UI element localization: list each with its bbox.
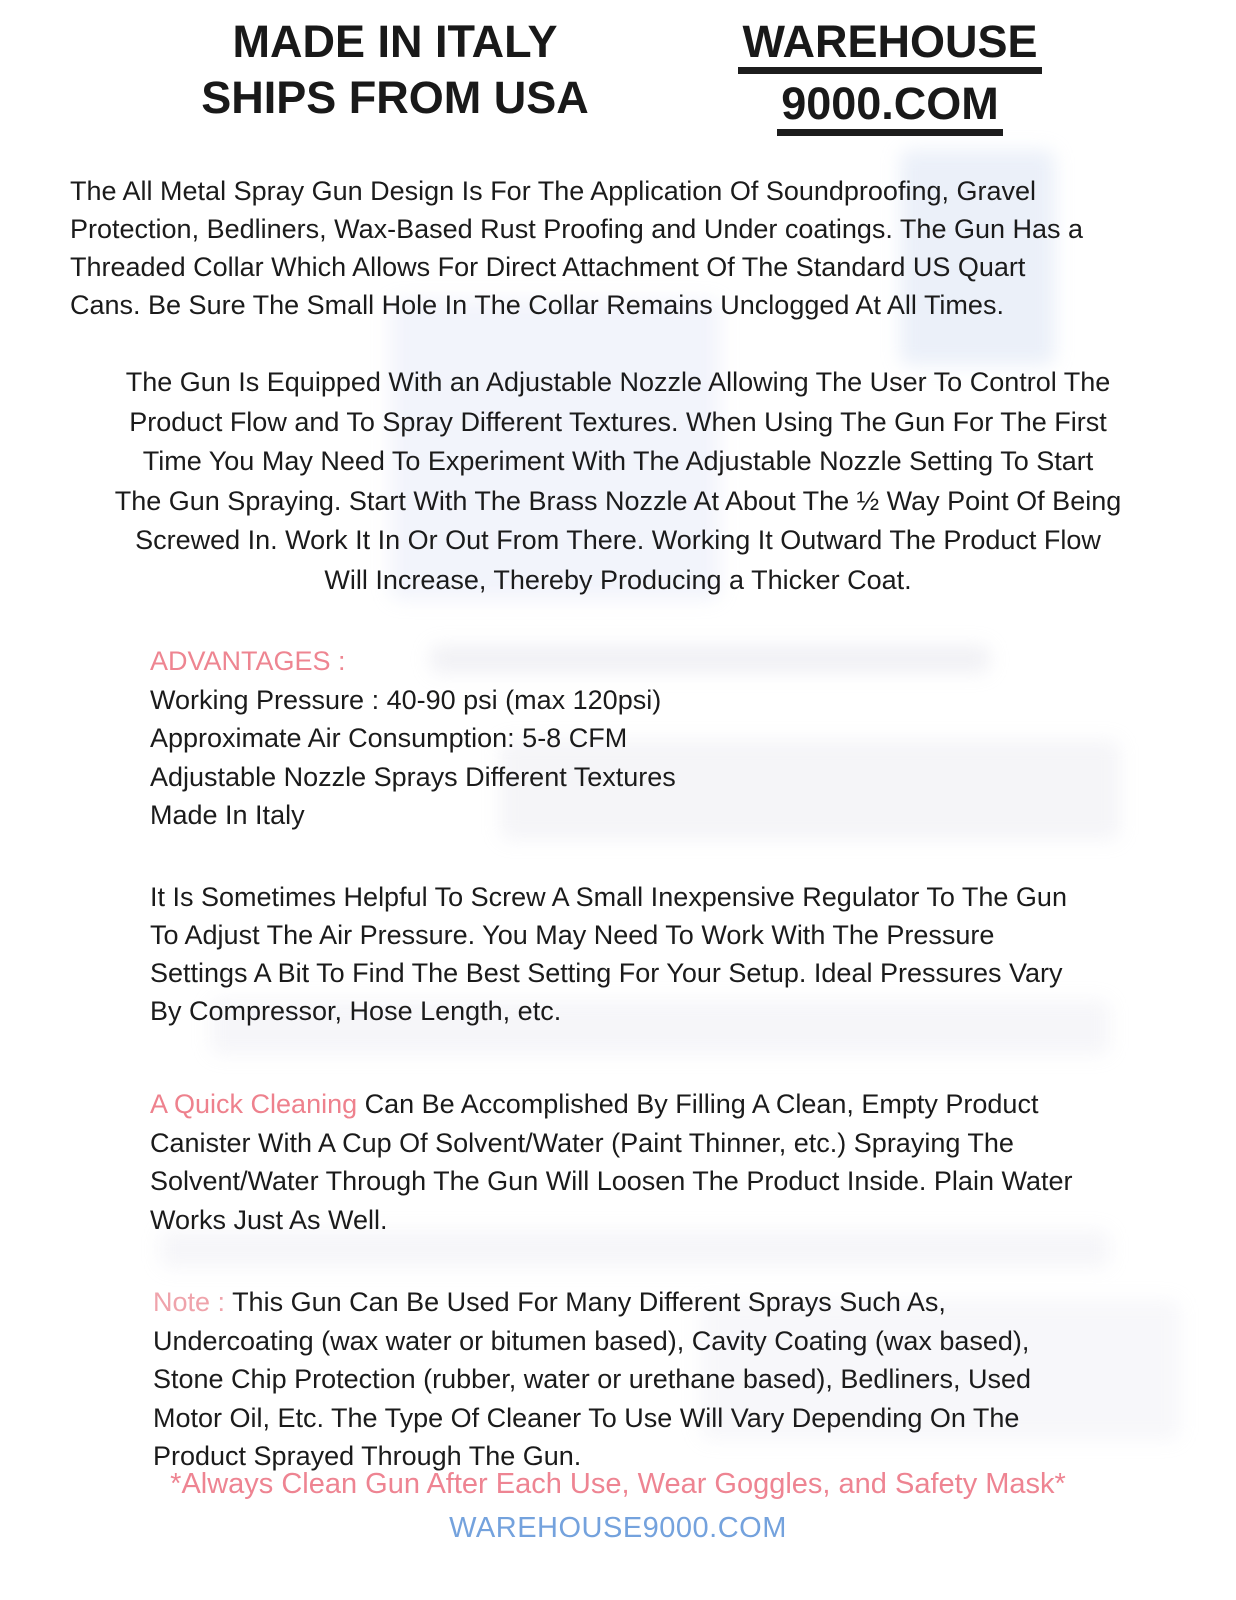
regulator-paragraph	[150, 878, 1180, 1030]
paragraph-line: Will Increase, Thereby Producing a Thicker Coat.	[324, 564, 912, 595]
advantages-item-working-pressure: Working Pressure : 40-90 psi (max 120psi)	[150, 684, 662, 715]
advantages-heading: ADVANTAGES :	[150, 646, 346, 676]
quick-cleaning-paragraph	[150, 1085, 1180, 1239]
paragraph-line: To Adjust The Air Pressure. You May Need To Work With The Pressure	[150, 920, 995, 950]
safety-warning-text: *Always Clean Gun After Each Use, Wear Goggles, and Safety Mask*	[170, 1468, 1066, 1500]
paragraph-line: Settings A Bit To Find The Best Setting For Your Setup. Ideal Pressures Vary	[150, 958, 1063, 988]
quick-cleaning-lead: A Quick Cleaning	[150, 1089, 358, 1119]
paragraph-line: Product Sprayed Through The Gun.	[153, 1441, 582, 1471]
paragraph-line: This Gun Can Be Used For Many Different Sprays Such As,	[232, 1287, 946, 1317]
advantages-section	[150, 642, 1150, 835]
made-in-italy-line: MADE IN ITALY	[232, 16, 558, 67]
paragraph-line: Screwed In. Work It In Or Out From There. Working It Outward The Product Flow	[135, 525, 1101, 555]
paragraph-line: By Compressor, Hose Length, etc.	[150, 996, 562, 1026]
paragraph-line: Threaded Collar Which Allows For Direct Attachment Of The Standard US Quart	[70, 252, 1026, 282]
advantages-item-made-in-italy: Made In Italy	[150, 800, 305, 830]
paragraph-line: Solvent/Water Through The Gun Will Loosen The Product Inside. Plain Water	[150, 1166, 1073, 1196]
9000com-wordmark: 9000.COM	[777, 80, 1003, 136]
paragraph-line: Stone Chip Protection (rubber, water or urethane based), Bedliners, Used	[153, 1364, 1031, 1394]
paragraph-line: Can Be Accomplished By Filling A Clean, Empty Product	[357, 1089, 1039, 1119]
origin-heading	[185, 14, 605, 126]
paragraph-line: Product Flow and To Spray Different Textures. When Using The Gun For The First	[129, 406, 1107, 437]
nozzle-instructions-paragraph	[58, 363, 1178, 600]
intro-paragraph	[70, 172, 1180, 324]
paragraph-line: The Gun Is Equipped With an Adjustable Nozzle Allowing The User To Control The	[125, 367, 1111, 397]
paragraph-line: Time You May Need To Experiment With The Adjustable Nozzle Setting To Start	[142, 446, 1094, 476]
paragraph-line: Works Just As Well.	[150, 1204, 388, 1235]
note-lead: Note :	[153, 1287, 233, 1317]
paragraph-line: Canister With A Cup Of Solvent/Water (Paint Thinner, etc.) Spraying The	[150, 1127, 1014, 1158]
note-paragraph	[153, 1283, 1183, 1476]
paragraph-line: Cans. Be Sure The Small Hole In The Collar Remains Unclogged At All Times.	[70, 290, 1004, 320]
advantages-item-air-consumption: Approximate Air Consumption: 5-8 CFM	[150, 723, 628, 753]
ships-from-usa-line: SHIPS FROM USA	[201, 72, 589, 123]
paragraph-line: The Gun Spraying. Start With The Brass Nozzle At About The ½ Way Point Of Being	[114, 485, 1122, 516]
paragraph-line: Protection, Bedliners, Wax-Based Rust Proofing and Under coatings. The Gun Has a	[70, 214, 1084, 244]
advantages-item-adjustable-nozzle: Adjustable Nozzle Sprays Different Textures	[150, 761, 676, 792]
paragraph-line: Undercoating (wax water or bitumen based), Cavity Coating (wax based),	[153, 1325, 1030, 1356]
warehouse-wordmark: WAREHOUSE	[738, 18, 1041, 74]
paragraph-line: The All Metal Spray Gun Design Is For The Application Of Soundproofing, Gravel	[70, 176, 1037, 206]
paragraph-line: It Is Sometimes Helpful To Screw A Small Inexpensive Regulator To The Gun	[150, 882, 1067, 912]
website-url-text: WAREHOUSE9000.COM	[449, 1512, 787, 1544]
paragraph-line: Motor Oil, Etc. The Type Of Cleaner To Use Will Vary Depending On The	[153, 1402, 1020, 1433]
warehouse9000-logo	[695, 12, 1085, 136]
